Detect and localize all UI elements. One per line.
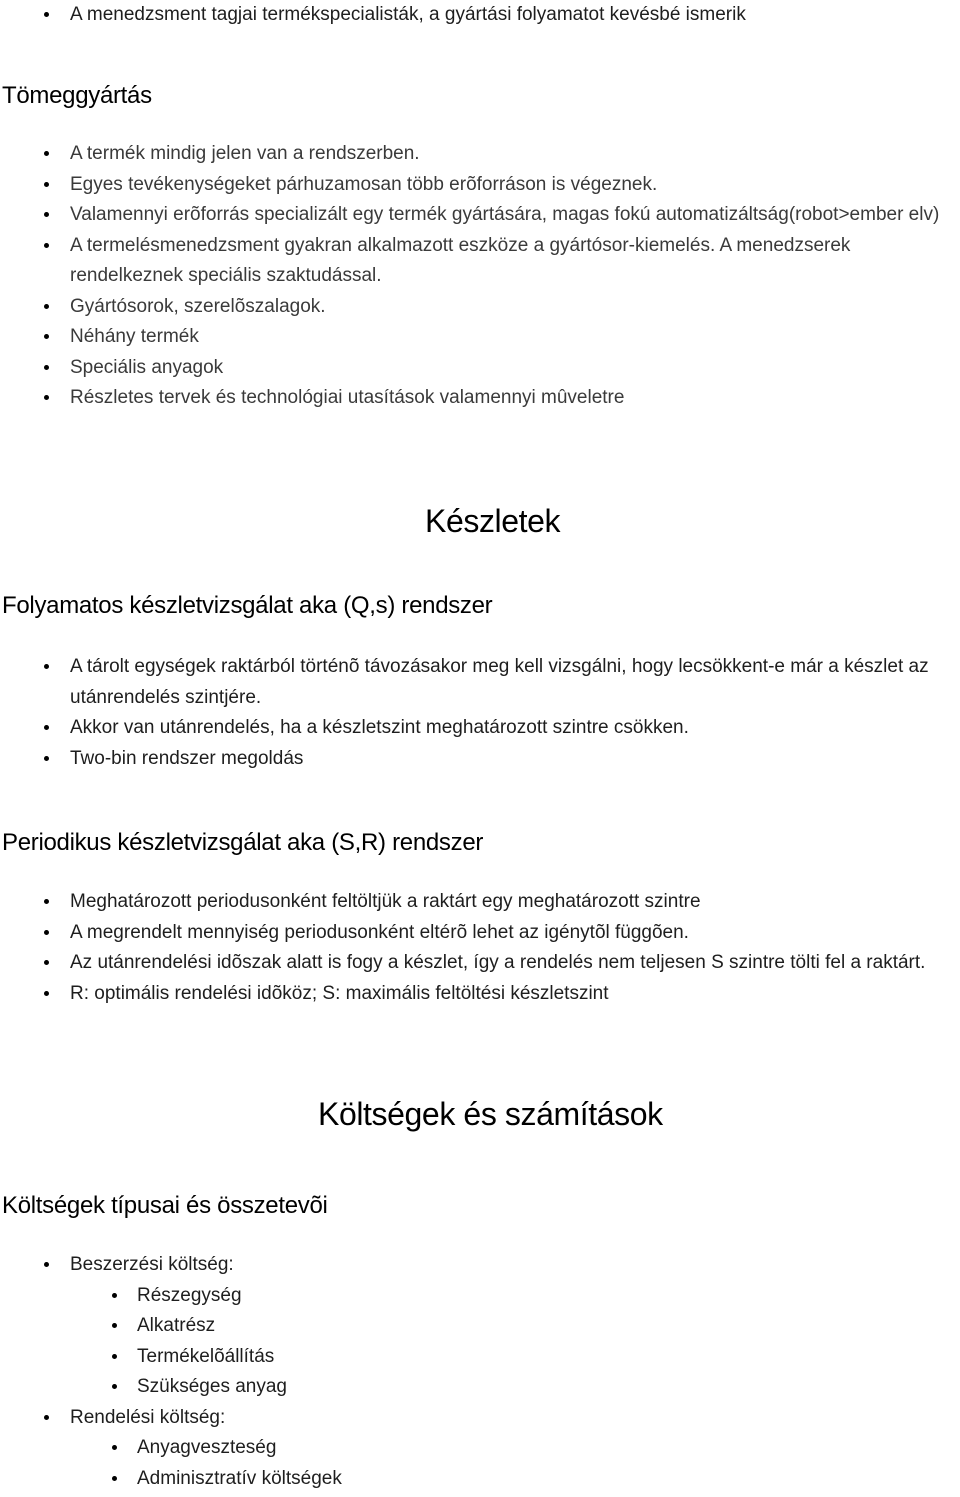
list-item-rendelesi: Rendelési költség:: [0, 1403, 960, 1434]
list-item-beszerzesi: Beszerzési költség:: [0, 1250, 960, 1281]
list-item: R: optimális rendelési idõköz; S: maximális feltöltési készletszint: [0, 979, 960, 1010]
sub-list-item: Anyagveszteség: [0, 1433, 960, 1464]
sub-list-item: Termékelõállítás: [0, 1342, 960, 1373]
intro-list: [0, 0, 960, 31]
list-item: A termelésmenedzsment gyakran alkalmazott eszköze a gyártósor-kiemelés. A menedzserek rendelkeznek speciális szaktudással.: [0, 231, 960, 292]
tomeggyartas-heading-block: [0, 78, 960, 114]
sub-list-item: Szükséges anyag: [0, 1372, 960, 1403]
section-heading-koltseg-tipusok: Költségek típusai és összetevõi: [2, 1192, 328, 1219]
section-heading-periodikus: Periodikus készletvizsgálat aka (S,R) rendszer: [2, 829, 484, 856]
list-item: Az utánrendelési idõszak alatt is fogy a készlet, így a rendelés nem teljesen S szintre tölti fel a raktárt.: [0, 948, 960, 979]
section-heading-tomeggyartas: Tömeggyártás: [2, 82, 152, 109]
folyamatos-heading-block: [0, 588, 960, 624]
list-item: Two-bin rendszer megoldás: [0, 744, 960, 775]
list-item: Speciális anyagok: [0, 353, 960, 384]
list-item: A tárolt egységek raktárból történõ távozásakor meg kell vizsgálni, hogy lecsökkent-e már a készlet az utánrendelés szintjére.: [0, 652, 960, 713]
sub-list-item: Részegység: [0, 1281, 960, 1312]
list-item: Valamennyi erõforrás specializált egy termék gyártására, magas fokú automatizáltság(robot>ember elv): [0, 200, 960, 231]
periodikus-heading-block: [0, 825, 960, 861]
koltsegek-heading-block: [0, 1188, 960, 1224]
list-item: Akkor van utánrendelés, ha a készletszint meghatározott szintre csökken.: [0, 713, 960, 744]
list-item: A termék mindig jelen van a rendszerben.: [0, 139, 960, 170]
list-item: Részletes tervek és technológiai utasítások valamennyi mûveletre: [0, 383, 960, 414]
sub-list-item: Alkatrész: [0, 1311, 960, 1342]
tomeggyartas-list: [0, 139, 960, 414]
list-item: Egyes tevékenységeket párhuzamosan több erõforráson is végeznek.: [0, 170, 960, 201]
chapter-title-keszletek: Készletek: [425, 503, 561, 539]
list-item: Meghatározott periodusonként feltöltjük a raktárt egy meghatározott szintre: [0, 887, 960, 918]
tomeggyartas-section: [0, 139, 960, 414]
list-item: Gyártósorok, szerelõszalagok.: [0, 292, 960, 323]
periodikus-section: [0, 887, 960, 1009]
intro-section: [0, 0, 960, 31]
list-item: Néhány termék: [0, 322, 960, 353]
list-item: A megrendelt mennyiség periodusonként eltérõ lehet az igénytõl függõen.: [0, 918, 960, 949]
periodikus-list: [0, 887, 960, 1009]
chapter-title-koltsegek: Költségek és számítások: [318, 1096, 663, 1132]
sub-list-item: Adminisztratív költségek: [0, 1464, 960, 1495]
folyamatos-list: [0, 652, 960, 774]
koltsegek-section: [0, 1250, 960, 1494]
koltsegek-list: [0, 1250, 960, 1494]
section-heading-folyamatos: Folyamatos készletvizsgálat aka (Q,s) rendszer: [2, 592, 493, 619]
list-item: A menedzsment tagjai termékspecialisták, a gyártási folyamatot kevésbé ismerik: [0, 0, 960, 31]
folyamatos-section: [0, 652, 960, 774]
